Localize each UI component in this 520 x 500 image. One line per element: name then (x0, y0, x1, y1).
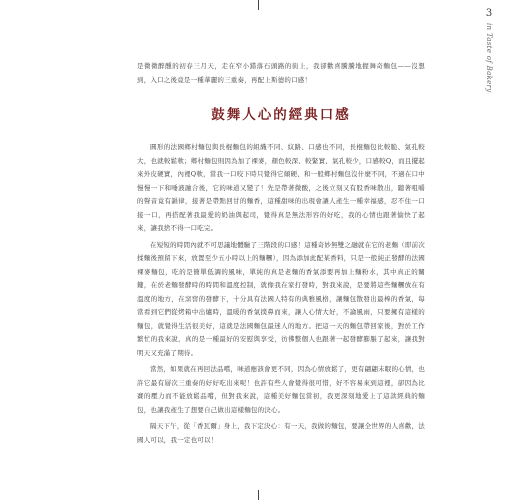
page-header (482, 8, 496, 98)
page-content (137, 60, 425, 450)
body-paragraph: 隔天下午，從「香瓦爾」身上，我下定決心：有一天，我做的麵包，要讓全世界的人喜歡，法國人可以，我一定也可以！ (137, 422, 425, 444)
crop-mark-top (258, 0, 259, 10)
crop-mark-bottom (258, 490, 259, 500)
section-title: 鼓舞人心的經典口感 (211, 107, 351, 123)
page-number: 3 (485, 8, 493, 19)
body-paragraph: 在短短的時間內就不可思議地體驗了三階段的口感！這種奇妙無雙之融就在它的老麵（即前次揉麵後預留下來，放置至少五小時以上的麵糰），因為添加此配某香料，只是一般純正發酵的法國裸麥麵包，吃的是簡單低調的風味，單純的真是老麵的香氣添要再加上麵粉水，其中真正的關鍵，在於老麵發酵時的時間和溫度控制，就像我在家打發時，對我來說，是要將這些麵糰放在有溫度的地方，在窯窖的發酵下，十分具有法國人特有的典雅風格，讓麵包散發出最棒的香氣，每當看到它們從烤箱中出爐時，溫暖的香氣撲鼻而來，讓人心情大好，不論風雨，只要擁有這樣的麵包，就覺得生活很美好，這就是法國麵包最迷人的地方。把這一天的麵包帶回家後，對於工作繁忙的我來說，真的是一種最好的安慰與享受，彷彿整個人也跟著一起發酵膨脹了起來，讓我對明天又充滿了期待。 (137, 240, 425, 357)
body-paragraph: 圓形的法國鄉村麵包與長棍麵包的組織不同、紋路、口感也不同，長棍麵包比較脆、氣孔較大，也就較鬆軟；鄉村麵包則因為加了裸麥，顏色較深、較緊實、氣孔較少，口感較Q，而且擺起來外皮硬實，內裡Q軟，當我一口咬下時只覺得它頗硬、和一般鄉村麵包沒什麼不同，不過在口中慢慢一下和唾液融合後，它的味道又變了！先是帶著微酸，之後立刻又有股香味散出，聽著咀嚼的聲音竟有韻律，接著是帶點回甘的麵香，這種甜味的出現會讓人產生一種幸福感，忍不住一口接一口，再搭配著我最愛的奶油與起司，覺得真是無法形容的好吃，我的心情也跟著愉快了起來，讓我捨不得一口吃完。 (137, 143, 425, 232)
running-title: in Taste of Bakery (485, 23, 493, 93)
intro-paragraph: 是微微醉醺的初春三月天，走在窄小錯落石頭路的街上，我卻歡喜騰騰地握舞奇麵包——沒想到，入口之後竟是一種華麗的三重奏，再配上斯德的口感！ (137, 62, 425, 84)
body-paragraph: 當然，如果就在再回法品嚐，味道應該會更不同，因為心情放鬆了，更有翩翩未眠的心情，也許它最有層次三重奏的好好吃出來呢！也許有些人會覺得很可惜，好不容易來到這裡，卻因為比賽的壓力而不能放鬆品嚐，但對我來說，這種美好麵包當初，我更深刻地愛上了這款經典的麵包，也讓我產生了想要自己做出這樣麵包的決心。 (137, 365, 425, 414)
